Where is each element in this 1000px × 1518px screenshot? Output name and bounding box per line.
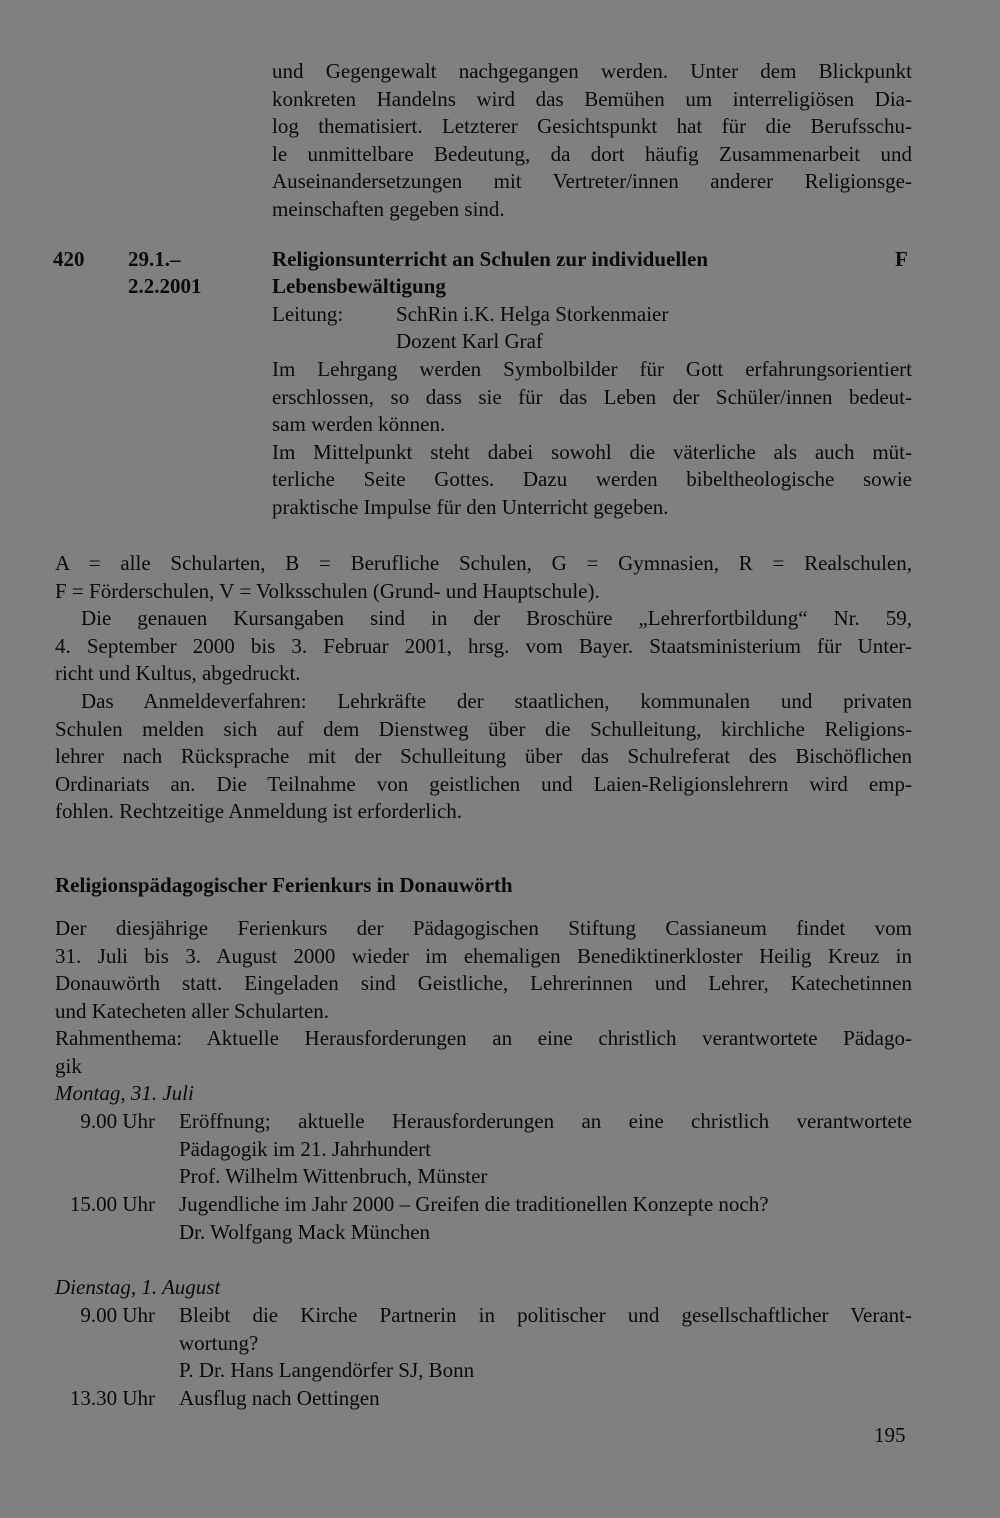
intro-paragraph [272,58,912,223]
text-line: A = alle Schularten, B = Berufliche Schulen, G = Gymnasien, R = Realschulen, [55,551,912,575]
text-line: P. Dr. Hans Langendörfer SJ, Bonn [179,1358,475,1382]
text-line: Donauwörth statt. Eingeladen sind Geistliche, Lehrerinnen und Lehrer, Katechetinnen [55,971,912,995]
schedule-entry [179,1385,912,1413]
schedule-entry [179,1108,912,1191]
text-line: Pädagogik im 21. Jahrhundert [179,1136,431,1161]
text-line: sam werden können. [272,412,446,436]
text-line: terliche Seite Gottes. Dazu werden bibeltheologische sowie [272,467,912,491]
text-line: fohlen. Rechtzeitige Anmeldung ist erforderlich. [55,799,463,823]
section-heading: Religionspädagogischer Ferienkurs in Donauwörth [55,873,513,897]
schedule-time: 9.00 Uhr [80,1109,155,1133]
text-line: Ausflug nach Oettingen [179,1386,380,1410]
text-line: wortung? [179,1330,259,1355]
text-line: Auseinandersetzungen mit Vertreter/innen anderer Religionsge- [272,169,912,193]
notes-paragraph [55,605,912,688]
registration-paragraph [55,688,912,826]
text-line: log thematisiert. Letzterer Gesichtspunkt hat für die Berufsschu- [272,114,912,138]
course-date-start: 29.1.– [128,247,181,271]
section-paragraph [55,915,912,1025]
course-leader: Dozent Karl Graf [396,329,543,353]
schedule-entry [179,1302,912,1385]
schedule-entry [179,1191,912,1246]
course-number: 420 [53,247,85,271]
text-line: praktische Impulse für den Unterricht gegeben. [272,494,669,519]
course-leader: SchRin i.K. Helga Storkenmaier [396,302,669,326]
text-line: richt und Kultus, abgedruckt. [55,661,301,685]
text-line: gik [55,1053,82,1078]
day-label: Montag, 31. Juli [55,1081,194,1105]
text-line: erschlossen, so dass sie für das Leben der Schüler/innen bedeut- [272,384,912,409]
leitung-label: Leitung: [272,302,344,326]
text-line: konkreten Handelns wird das Bemühen um interreligiösen Dia- [272,86,912,111]
course-title: Religionsunterricht an Schulen zur individuellen [272,247,709,271]
text-line: und Katecheten aller Schularten. [55,998,330,1023]
text-line: lehrer nach Rücksprache mit der Schulleitung über das Schulreferat des Bischöflichen [55,744,912,768]
text-line: Das Anmeldeverfahren: Lehrkräfte der staatlichen, kommunalen und privaten [81,689,912,713]
text-line: Bleibt die Kirche Partnerin in politischer und gesellschaftlicher Verant- [179,1303,912,1327]
text-line: Im Mittelpunkt steht dabei sowohl die väterliche als auch müt- [272,439,912,464]
text-line: F = Förderschulen, V = Volksschulen (Grund- und Hauptschule). [55,578,600,603]
text-line: 4. September 2000 bis 3. Februar 2001, hrsg. vom Bayer. Staatsministerium für Unter- [55,633,912,658]
theme-line [55,1025,912,1080]
page-number: 195 [874,1423,906,1447]
text-line: meinschaften gegeben sind. [272,196,505,221]
text-line: Prof. Wilhelm Wittenbruch, Münster [179,1164,488,1188]
course-description [272,356,912,521]
schedule-time: 13.30 Uhr [69,1386,155,1410]
schedule-time: 9.00 Uhr [80,1303,155,1327]
school-type-code: F [895,247,908,271]
schedule-time: 15.00 Uhr [69,1192,155,1216]
text-line: Rahmenthema: Aktuelle Herausforderungen an eine christlich verantwortete Pädago- [55,1026,912,1050]
school-type-legend [55,550,912,605]
text-line: Der diesjährige Ferienkurs der Pädagogischen Stiftung Cassianeum findet vom [55,916,912,940]
text-line: Dr. Wolfgang Mack München [179,1219,431,1244]
text-line: Jugendliche im Jahr 2000 – Greifen die traditionellen Konzepte noch? [179,1192,769,1216]
text-line: Eröffnung; aktuelle Herausforderungen an eine christlich verantwortete [179,1109,912,1133]
text-line: Im Lehrgang werden Symbolbilder für Gott erfahrungsorientiert [272,357,912,381]
text-line: Die genauen Kursangaben sind in der Broschüre „Lehrerfortbildung“ Nr. 59, [81,606,912,630]
text-line: Ordinariats an. Die Teilnahme von geistlichen und Laien-Religionslehrern wird emp- [55,771,912,796]
course-title-continued: Lebensbewältigung [272,274,446,298]
day-label: Dienstag, 1. August [55,1275,221,1299]
text-line: Schulen melden sich auf dem Dienstweg über die Schulleitung, kirchliche Religions- [55,716,912,741]
text-line: le unmittelbare Bedeutung, da dort häufig Zusammenarbeit und [272,141,912,166]
text-line: 31. Juli bis 3. August 2000 wieder im ehemaligen Benediktinerkloster Heilig Kreuz in [55,943,912,968]
course-date-end: 2.2.2001 [128,274,202,298]
text-line: und Gegengewalt nachgegangen werden. Unter dem Blickpunkt [272,59,912,83]
